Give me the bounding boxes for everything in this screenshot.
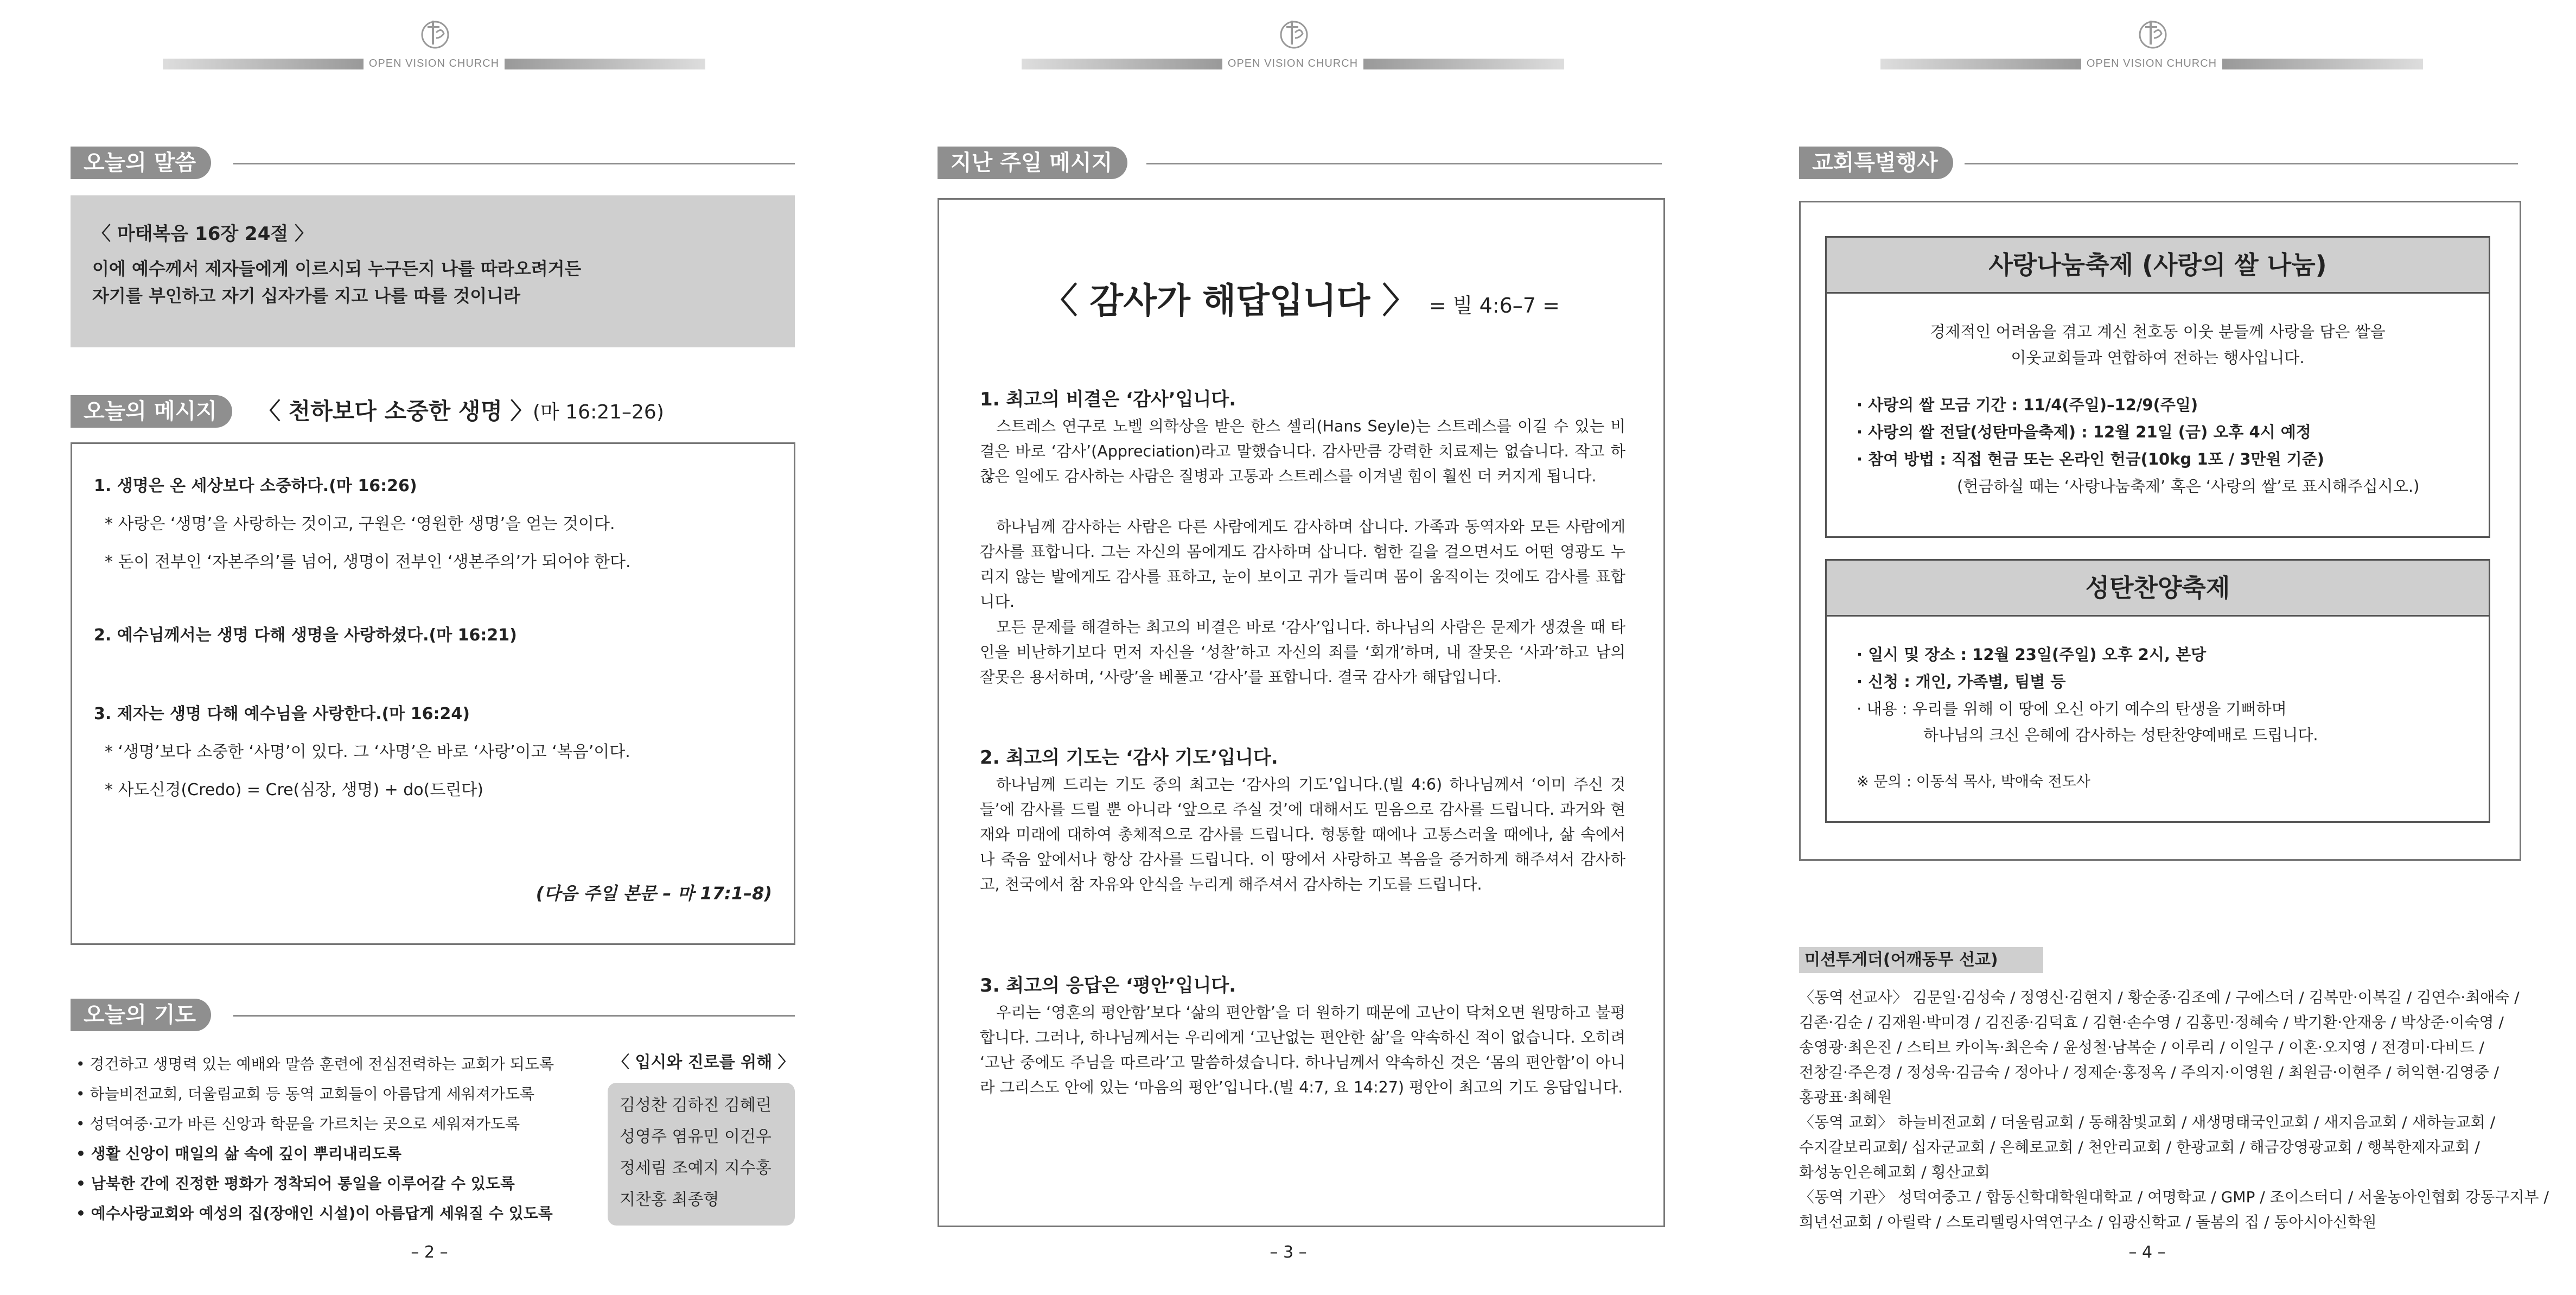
section-paragraph: 우리는 ‘영혼의 평안함’보다 ‘삶의 편안함’을 더 원하기 때문에 고난이 닥쳐오면 원망하고 불평합니다. 그러나, 하나님께서는 우리에게 ‘고난없는 편안한 삶’을 약속하신 적이 없습니다. 오히려 ‘고난 중에도 주님을 따르라’고 말씀하셨습니다. 하나님께서 약속하신 것은 ‘몸의 편안함’이 아니라 그리스도 안에 있는 ‘마음의 평안’입니다.(빌 4:7, 요 14:27) 평안이 최고의 기도 응답입니다.: [980, 1004, 1625, 1096]
mission-line: 홍광표·최혜원: [1799, 1088, 1892, 1106]
point-2-title: 2. 예수님께서는 생명 다해 생명을 사랑하셨다.(마 16:21): [94, 626, 517, 645]
mission-line: 전창길·주은경 / 정성욱·김금숙 / 정아나 / 정제순·홍정옥 / 주의지·이영원 / 최원금·이현주 / 허익현·김영중 /: [1799, 1063, 2500, 1081]
prayer-item: • 생활 신앙이 매일의 삶 속에 깊이 뿌리내리도록: [76, 1145, 402, 1163]
section-paragraph: 하나님께 드리는 기도 중의 최고는 ‘감사의 기도’입니다.(빌 4:6) 하나님께서 ‘이미 주신 것들’에 감사를 드릴 뿐 아니라 ‘앞으로 주실 것’에 대해서도 믿음으로 감사를 드립니다. 과거와 현재와 미래에 대하여 총체적으로 감사를 드립니다. 형통할 때에나 고통스러울 때에나, 삶 속에서나 죽음 앞에서나 항상 감사를 드립니다. 이 땅에서 사랑하고 복음을 증거하게 해주셔서 감사하고, 천국에서 참 자유와 안식을 누리게 해주셔서 감사하는 기도를 드립니다.: [980, 776, 1625, 893]
header-bar-right: [2222, 59, 2423, 69]
prayer-tab: 오늘의 기도: [71, 999, 211, 1031]
event-item: · 일시 및 장소 : 12월 23일(주일) 오후 2시, 본당: [1857, 645, 2207, 664]
entrance-names-box: [608, 1083, 795, 1226]
word-tab: 오늘의 말씀: [71, 147, 211, 179]
church-name: OPEN VISION CHURCH: [2086, 58, 2217, 69]
mission-line: 희년선교회 / 아릴락 / 스토리텔링사역연구소 / 임광신학교 / 돌봄의 집 / 동아시아신학원: [1799, 1213, 2377, 1231]
event-item: · 내용 : 우리를 위해 이 땅에 오신 아기 예수의 탄생을 기뻐하며: [1857, 700, 2287, 718]
prayer-item: • 하늘비전교회, 더울림교회 등 동역 교회들이 아름답게 세워져가도록: [76, 1085, 535, 1103]
mission-line: 수지갈보리교회/ 십자군교회 / 은혜로교회 / 천안리교회 / 한광교회 / 해금강영광교회 / 행복한제자교회 /: [1799, 1138, 2480, 1156]
event-christmas-praise: [1825, 559, 2490, 823]
sermon-title: [939, 273, 1663, 323]
point-3-title: 3. 제자는 생명 다해 예수님을 사랑한다.(마 16:24): [94, 704, 470, 723]
header-bar-left: [1022, 59, 1222, 69]
message-ref: (마 16:21–26): [533, 401, 664, 423]
section-heading: 2. 최고의 기도는 ‘감사 기도’입니다.: [980, 747, 1278, 769]
event-title: 성탄찬양축제: [1827, 561, 2489, 617]
point-1-sub-1: * 사랑은 ‘생명’을 사랑하는 것이고, 구원은 ‘영원한 생명’을 얻는 것이다.: [105, 515, 615, 534]
church-logo-icon: [1277, 16, 1311, 51]
section-paragraph: 스트레스 연구로 노벨 의학상을 받은 한스 셀리(Hans Seyle)는 스트레스를 이길 수 있는 비결은 바로 ‘감사’(Appreciation)라고 말했습니다. 감사만큼 강력한 치료제는 없습니다. 작고 하찮은 일에도 감사하는 사람은 질병과 고통과 스트레스를 이겨낼 힘이 훨씬 더 커지게 됩니다.: [980, 417, 1625, 485]
prayer-item: • 남북한 간에 진정한 평화가 정착되어 통일을 이루어갈 수 있도록: [76, 1175, 515, 1192]
church-name: OPEN VISION CHURCH: [1227, 58, 1359, 69]
next-week-text: (다음 주일 본문 – 마 17:1–8): [535, 883, 772, 904]
church-header: [163, 16, 705, 71]
event-intro-1: 경제적인 어려움을 겪고 계신 천호동 이웃 분들께 사랑을 담은 쌀을: [1930, 322, 2386, 341]
event-item: · 신청 : 개인, 가족별, 팀별 등: [1857, 672, 2066, 691]
event-title: 사랑나눔축제 (사랑의 쌀 나눔): [1827, 238, 2489, 294]
entrance-names-row: 정세림 조예지 지수홍: [620, 1159, 771, 1178]
prayer-item: • 예수사랑교회와 예성의 집(장애인 시설)이 아름답게 세워질 수 있도록: [76, 1204, 553, 1222]
verse-line-1: 이에 예수께서 제자들에게 이르시되 누구든지 나를 따라오려거든: [92, 258, 582, 279]
event-note: (헌금하실 때는 ‘사랑나눔축제’ 혹은 ‘사랑의 쌀’로 표시해주십시오.): [1957, 477, 2420, 496]
message-title: 〈 천하보다 소중한 생명 〉: [258, 398, 533, 424]
mission-title: 미션투게더(어깨동무 선교): [1799, 947, 2043, 973]
mission-line: 화성농인은혜교회 / 횡산교회: [1799, 1163, 1990, 1181]
sermon-title-text: 〈 감사가 해답입니다 〉: [1043, 281, 1417, 321]
point-1-sub-2: * 돈이 전부인 ‘자본주의’를 넘어, 생명이 전부인 ‘생본주의’가 되어야 한다.: [105, 553, 631, 572]
sermon-box: [938, 198, 1665, 1227]
page-number: – 2 –: [411, 1243, 448, 1262]
header-bar-left: [1880, 59, 2081, 69]
header-bar-right: [505, 59, 705, 69]
prayer-item: • 성덕여중·고가 바른 신앙과 학문을 가르치는 곳으로 세워져가도록: [76, 1115, 520, 1133]
message-tab: 오늘의 메시지: [71, 395, 232, 428]
section-heading: 3. 최고의 응답은 ‘평안’입니다.: [980, 975, 1236, 996]
tab-rule: [233, 1015, 795, 1017]
header-bar-left: [163, 59, 364, 69]
event-rice-sharing: [1825, 236, 2490, 538]
event-item: · 사랑의 쌀 전달(성탄마을축제) : 12월 21일 (금) 오후 4시 예정: [1857, 423, 2311, 441]
church-header: [1022, 16, 1564, 71]
page-4: [1718, 0, 2576, 1295]
sermon-title-ref: = 빌 4:6–7 =: [1429, 294, 1560, 318]
event-item-cont: 하나님의 크신 은혜에 감사하는 성탄찬양예배로 드립니다.: [1923, 726, 2318, 744]
mission-line: 〈동역 선교사〉 김문일·김성숙 / 정영신·김현지 / 황순종·김조예 / 구에스더 / 김복만·이복길 / 김연수·최애숙 /: [1799, 988, 2520, 1006]
mission-line: 김존·김순 / 김재원·박미경 / 김진종·김덕효 / 김현·손수영 / 김홍민·정혜숙 / 박기환·안재웅 / 박상준·이숙영 /: [1799, 1013, 2504, 1031]
tab-rule: [233, 163, 795, 164]
page-2: [0, 0, 859, 1295]
event-item: · 참여 방법 : 직접 현금 또는 온라인 헌금(10kg 1포 / 3만원 기준): [1857, 450, 2324, 468]
mission-line: 〈동역 교회〉 하늘비전교회 / 더울림교회 / 동해참빛교회 / 새생명태국인교회 / 새지음교회 / 새하늘교회 /: [1799, 1113, 2496, 1131]
section-heading: 1. 최고의 비결은 ‘감사’입니다.: [980, 389, 1236, 410]
verse-ref: 〈 마태복음 16장 24절 〉: [92, 223, 314, 245]
section-paragraph: 모든 문제를 해결하는 최고의 비결은 바로 ‘감사’입니다. 하나님의 사람은 문제가 생겼을 때 타인을 비난하기보다 먼저 자신을 ‘성찰’하고 자신의 죄를 ‘회개’하며, 내 잘못은 ‘사과’하고 남의 잘못은 용서하며, ‘사랑’을 베풀고 ‘감사’를 표합니다. 결국 감사가 해답입니다.: [980, 618, 1625, 686]
events-tab: 교회특별행사: [1799, 147, 1953, 179]
mission-line: 송영광·최은진 / 스티브 카이녹·최은숙 / 윤성철·남복순 / 이루리 / 이일구 / 이혼·오지영 / 전경미·다비드 /: [1799, 1038, 2484, 1056]
church-name: OPEN VISION CHURCH: [368, 58, 500, 69]
church-header: [1880, 16, 2423, 71]
entrance-names-row: 성영주 염유민 이건우: [620, 1127, 771, 1146]
event-contact: ※ 문의 : 이동석 목사, 박애숙 전도사: [1857, 773, 2090, 790]
point-3-sub-1: * ‘생명’보다 소중한 ‘사명’이 있다. 그 ‘사명’은 바로 ‘사랑’이고 ‘복음’이다.: [105, 742, 630, 761]
tab-rule: [1965, 163, 2518, 164]
message-box: [71, 442, 795, 945]
section-paragraph: 하나님께 감사하는 사람은 다른 사람에게도 감사하며 삽니다. 가족과 동역자와 모든 사람에게 감사를 표합니다. 그는 자신의 몸에게도 감사하며 삽니다. 험한 길을 걸으면서도 어떤 영광도 누리지 않는 발에게도 감사를 표하고, 눈이 보이고 귀가 들리며 몸이 움직이는 것에도 감사를 표합니다.: [980, 518, 1625, 611]
page-3: [859, 0, 1718, 1295]
entrance-names-row: 김성찬 김하진 김혜린: [620, 1096, 771, 1115]
mission-line: 〈동역 기관〉 성덕여중고 / 합동신학대학원대학교 / 여명학교 / GMP / 조이스터디 / 서울농아인협회 강동구지부 /: [1799, 1188, 2549, 1206]
entrance-names-row: 지찬홍 최종형: [620, 1190, 719, 1209]
sermon-tab: 지난 주일 메시지: [938, 147, 1127, 179]
page-number: – 3 –: [1270, 1243, 1307, 1262]
point-3-sub-2: * 사도신경(Credo) = Cre(심장, 생명) + do(드린다): [105, 780, 483, 799]
verse-line-2: 자기를 부인하고 자기 십자가를 지고 나를 따를 것이니라: [92, 285, 520, 306]
church-logo-icon: [2135, 16, 2170, 51]
verse-box: [71, 195, 795, 347]
event-intro-2: 이웃교회들과 연합하여 전하는 행사입니다.: [2011, 348, 2305, 367]
event-item: · 사랑의 쌀 모금 기간 : 11/4(주일)–12/9(주일): [1857, 396, 2198, 414]
prayer-item: • 경건하고 생명력 있는 예배와 말씀 훈련에 전심전력하는 교회가 되도록: [76, 1055, 554, 1073]
entrance-title: 〈 입시와 진로를 위해 〉: [613, 1053, 794, 1072]
church-logo-icon: [418, 16, 452, 51]
point-1-title: 1. 생명은 온 세상보다 소중하다.(마 16:26): [94, 477, 417, 496]
header-bar-right: [1363, 59, 1564, 69]
tab-rule: [1146, 163, 1662, 164]
page-number: – 4 –: [2128, 1243, 2166, 1262]
